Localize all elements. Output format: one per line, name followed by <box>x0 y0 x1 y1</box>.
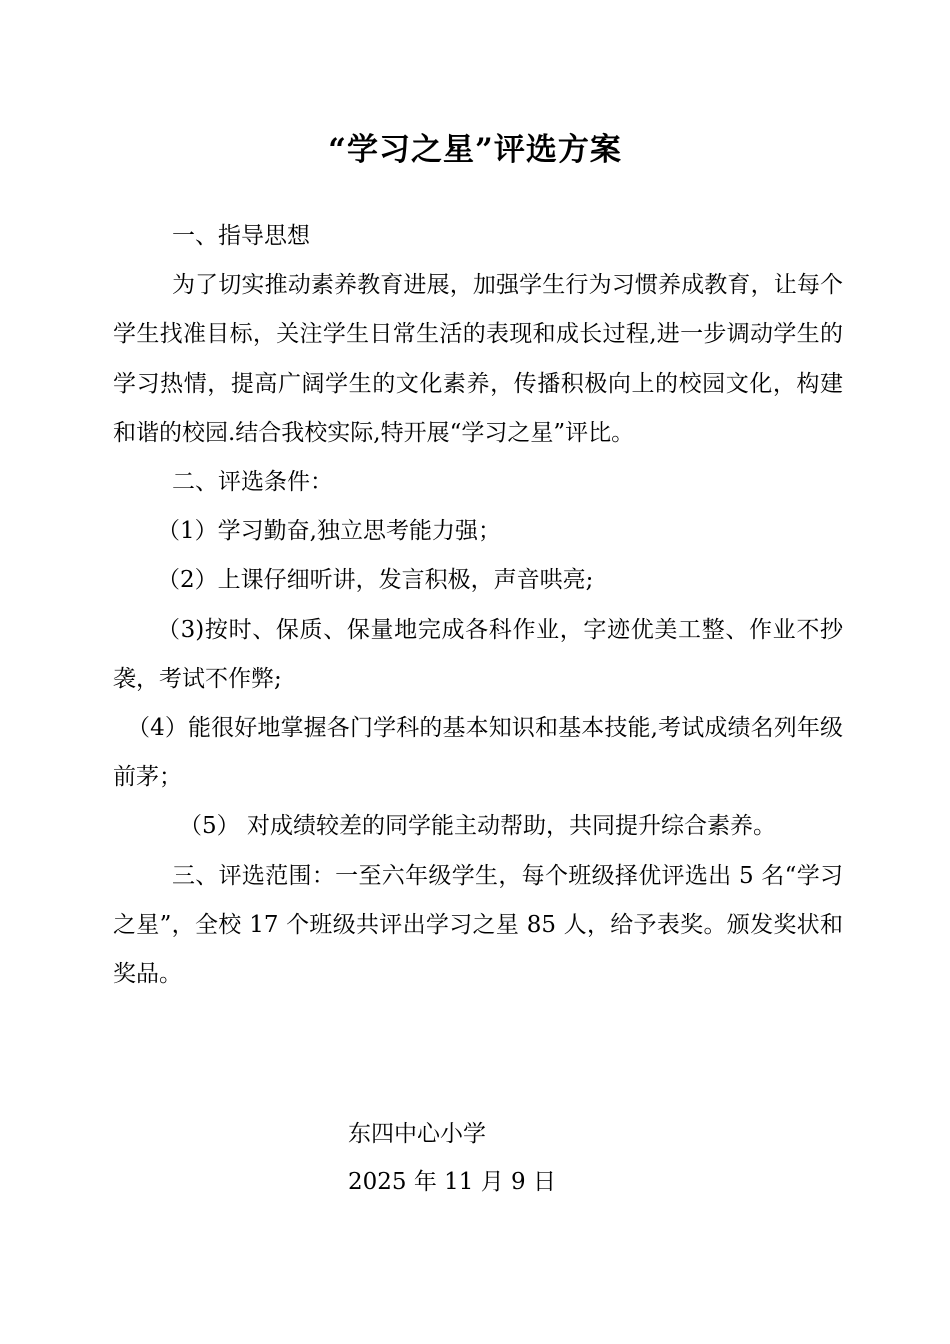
criteria-item-5: （5） 对成绩较差的同学能主动帮助，共同提升综合素养。 <box>179 813 776 840</box>
criteria-item-2: （2）上课仔细听讲，发言积极，声音哄亮; <box>157 567 594 594</box>
signature-org: 东四中心小学 <box>348 1121 486 1147</box>
section-heading-guiding-ideology: 一、指导思想 <box>172 223 310 249</box>
section-heading-criteria: 二、评选条件： <box>172 469 333 496</box>
criteria-item-1: （1）学习勤奋,独立思考能力强； <box>157 518 501 545</box>
document-body <box>113 212 843 999</box>
paragraph-selection-scope: 三、评选范围：一至六年级学生，每个班级择优评选出 5 名“学习之星”，全校 17 个班级共评出学习之星 85 人，给予表奖。颁发奖状和奖品。 <box>113 862 843 988</box>
criteria-item-4: （4）能很好地掌握各门学科的基本知识和基本技能,考试成绩名列年级前茅； <box>113 715 843 791</box>
criteria-item-3: （3)按时、保质、保量地完成各科作业，字迹优美工整、作业不抄袭，考试不作弊; <box>113 616 843 692</box>
document-title: “学习之星”评选方案 <box>328 132 622 168</box>
signature-block <box>348 1110 556 1206</box>
signature-date: 2025 年 11 月 9 日 <box>348 1169 556 1195</box>
paragraph-guiding-ideology: 为了切实推动素养教育进展，加强学生行为习惯养成教育，让每个学生找准目标，关注学生日常生活的表现和成长过程,进一步调动学生的学习热情，提高广阔学生的文化素养，传播积极向上的校园文化，构建和谐的校园.结合我校实际,特开展“学习之星”评比。 <box>113 272 843 446</box>
